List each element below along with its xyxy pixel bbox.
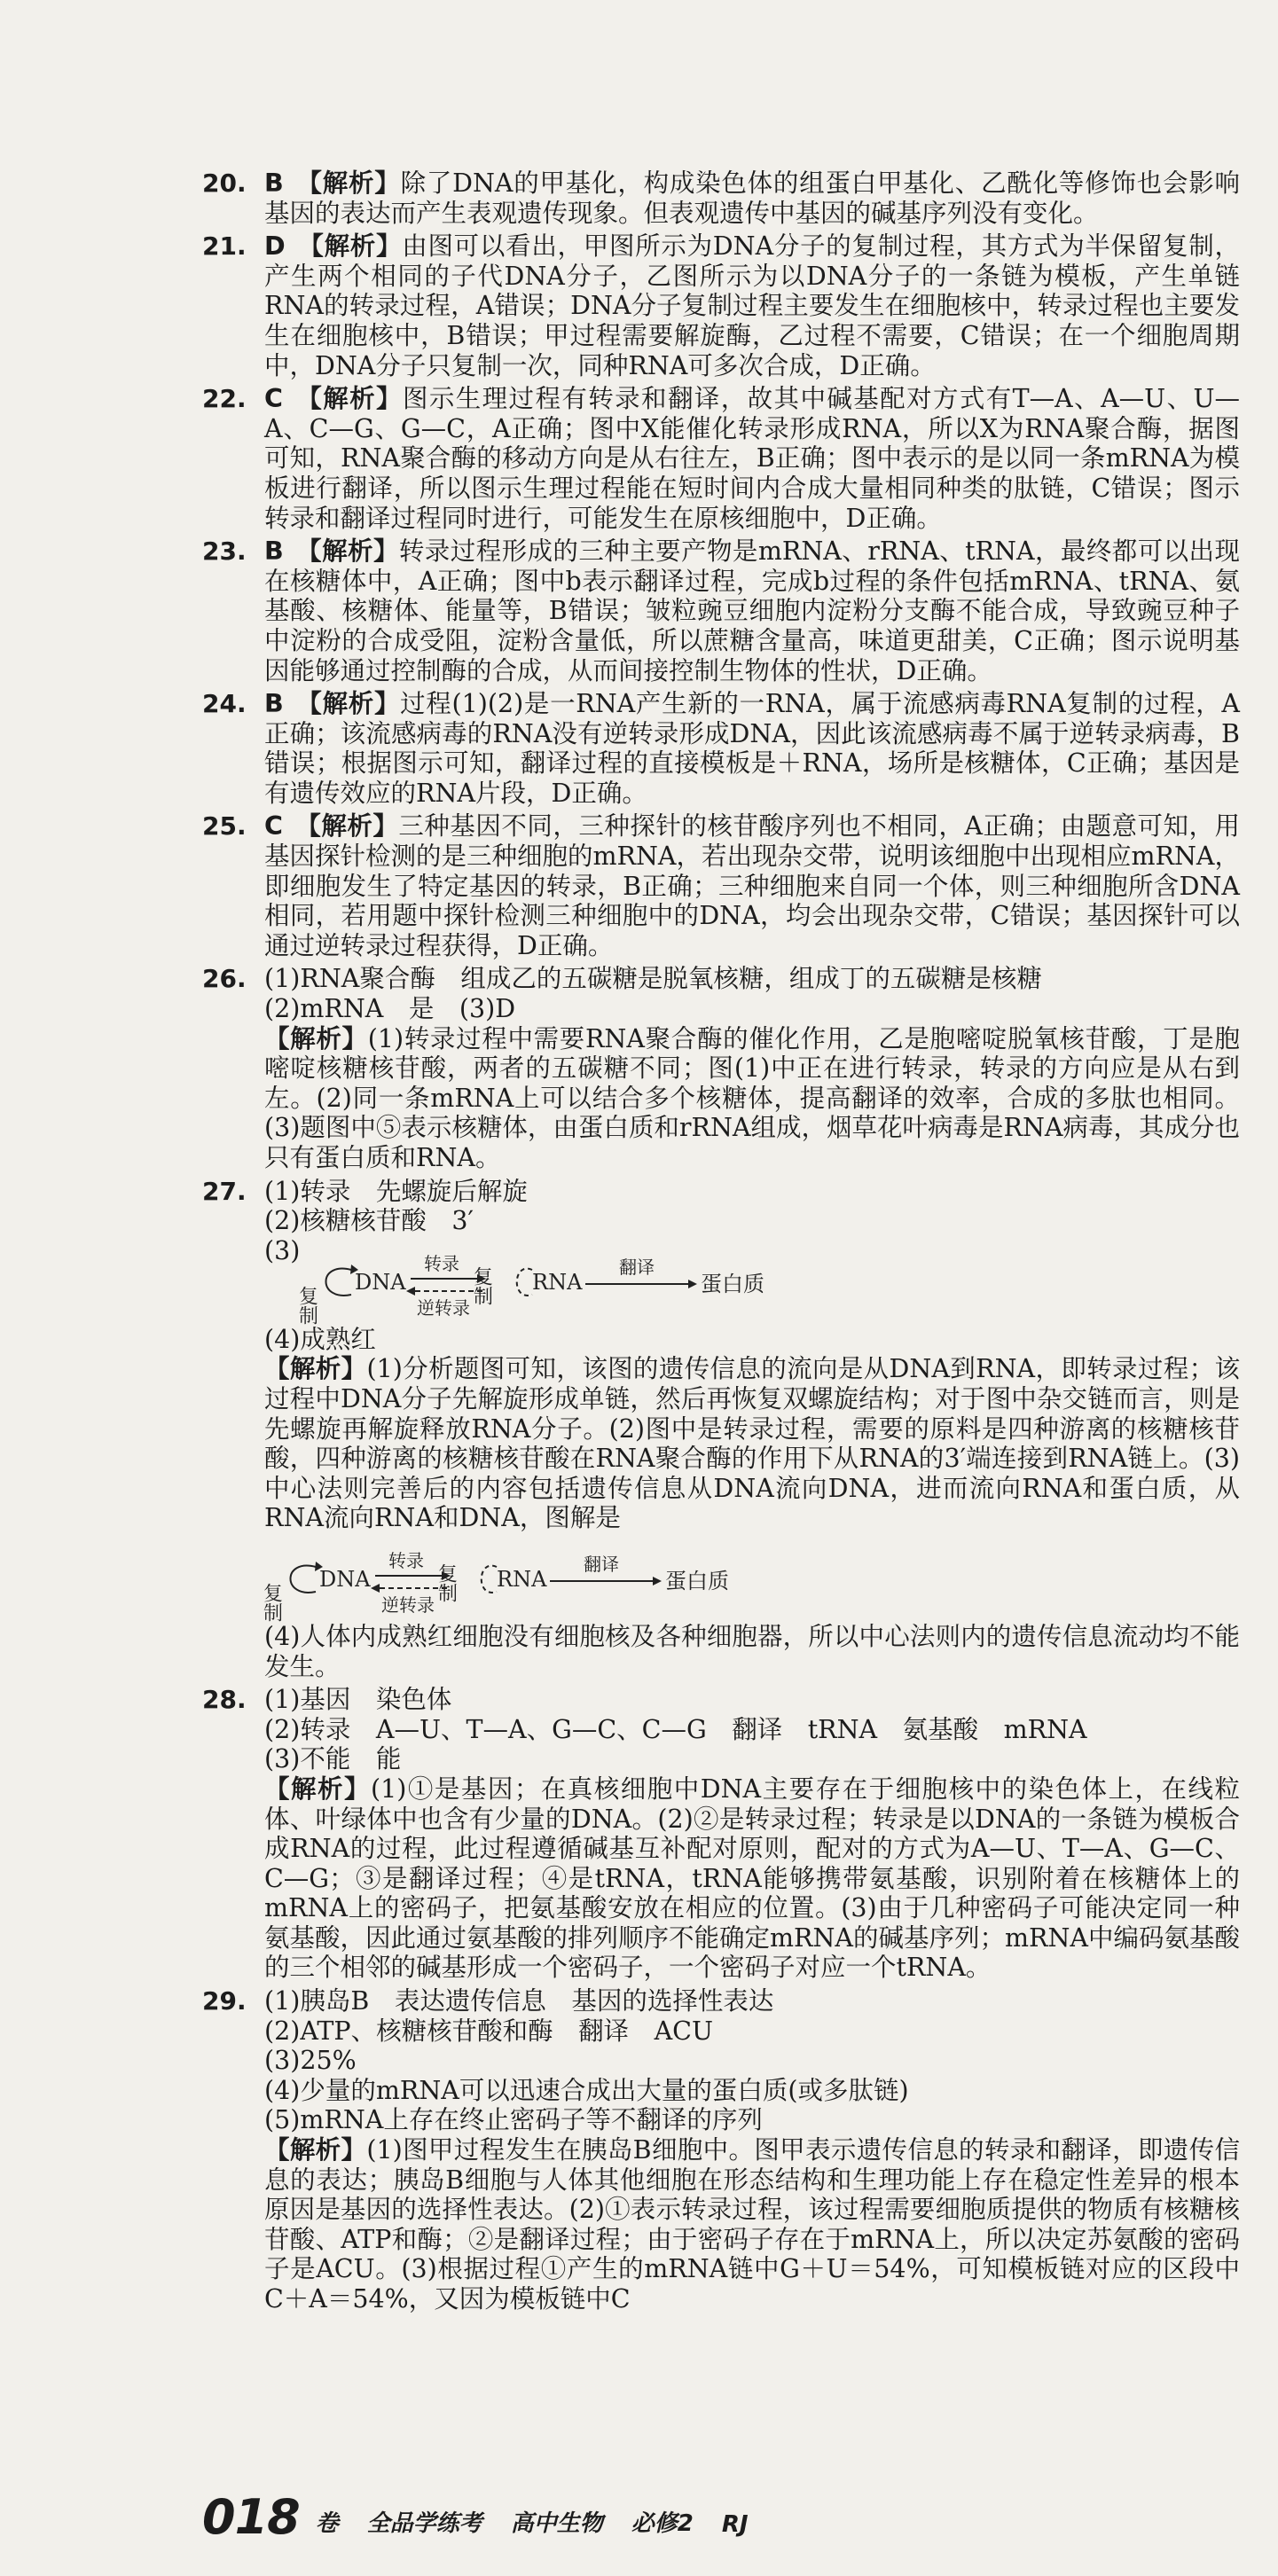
question-number: 26. (202, 964, 247, 994)
question-25 (202, 811, 1240, 960)
diagram-label-fanyi: 翻译 (619, 1256, 655, 1278)
analysis-tag: 【解析】 (264, 1023, 368, 1053)
diagram-node-rna: RNA (497, 1566, 547, 1592)
analysis-text: (1)图甲过程发生在胰岛B细胞中。图甲表示遗传信息的转录和翻译，即遗传信息的表达；胰岛B细胞与人体其他细胞在形态结构和生理功能上存在稳定性差异的根本原因是基因的选择性表达。(2)①表示转录过程，该过程需要细胞质提供的物质有核糖核苷酸、ATP和酶；②是翻译过程；由于密码子存在于mRNA上，所以决定苏氨酸的密码子是ACU。(3)根据过程①产生的mRNA链中G＋U＝54%，可知模板链对应的区段中C＋A＝54%，又因为模板链中C (264, 2135, 1240, 2314)
diagram-label-zhuanlu: 转录 (424, 1252, 460, 1274)
answer-content (202, 168, 1240, 2318)
answer-line: (2)mRNA 是 (3)D (264, 994, 516, 1024)
question-number: 22. (202, 384, 247, 414)
answer-line: (3)不能 能 (264, 1744, 402, 1774)
analysis-text: 转录过程形成的三种主要产物是mRNA、rRNA、tRNA，最终都可以出现在核糖体中，A正确；图中b表示翻译过程，完成b过程的条件包括mRNA、tRNA、氨基酸、核糖体、能量等，B错误；皱粒豌豆细胞内淀粉分支酶不能合成，导致豌豆种子中淀粉的合成受阻，淀粉含量低，所以蔗糖含量高，味道更甜美，C正确；图示说明基因能够通过控制酶的合成，从而间接控制生物体的性状，D正确。 (264, 536, 1240, 685)
question-number: 21. (202, 231, 247, 262)
diagram-label-fuzhi: 复制 (260, 1582, 283, 1622)
answer-line: (4)成熟红 (264, 1324, 376, 1354)
answer-line: (1)RNA聚合酶 组成乙的五碳糖是脱氧核糖，组成丁的五碳糖是核糖 (264, 964, 1042, 994)
diagram-label-zhuanlu: 转录 (388, 1549, 424, 1571)
diagram-label-fuzhi-2: 复制 (435, 1562, 458, 1602)
question-22 (202, 384, 1240, 533)
analysis-tail: (4)人体内成熟红细胞没有细胞核及各种细胞器，所以中心法则内的遗传信息流动均不能发生。 (264, 1621, 1240, 1681)
question-number: 28. (202, 1685, 247, 1715)
answer-line: (1)转录 先螺旋后解旋 (264, 1176, 528, 1206)
diagram-node-protein: 蛋白质 (665, 1568, 729, 1593)
answer-choice: B (264, 168, 284, 198)
page-footer (202, 2479, 749, 2545)
question-29 (202, 1986, 1240, 2314)
analysis-tag: 【解析】 (294, 384, 403, 414)
answer-line: (3)25% (264, 2046, 357, 2076)
analysis-tag: 【解析】 (295, 168, 401, 198)
answer-choice: C (264, 811, 283, 842)
question-number: 24. (202, 689, 247, 719)
analysis-text: (1)分析题图可知，该图的遗传信息的流向是从DNA到RNA，即转录过程；该过程中DNA分子先解旋形成单链，然后再恢复双螺旋结构；对于图中杂交链而言，则是先螺旋再解旋释放RNA分子。(2)图中是转录过程，需要的原料是四种游离的核糖核苷酸，四种游离的核糖核苷酸在RNA聚合酶的作用下从RNA的3′端连接到RNA链上。(3)中心法则完善后的内容包括遗传信息从DNA流向DNA，进而流向RNA和蛋白质，从RNA流向RNA和DNA，图解是 (264, 1354, 1240, 1533)
question-24 (202, 689, 1240, 808)
answer-line: (2)核糖核苷酸 3′ (264, 1206, 474, 1236)
question-number: 25. (202, 811, 247, 842)
answer-choice: B (264, 536, 284, 567)
page-number: 018 (202, 2489, 300, 2545)
analysis-text: (1)转录过程中需要RNA聚合酶的催化作用，乙是胞嘧啶脱氧核苷酸，丁是胞嘧啶核糖核苷酸，两者的五碳糖不同；图(1)中正在进行转录，转录的方向应是从右到左。(2)同一条mRNA上可以结合多个核糖体，提高翻译的效率，合成的多肽也相同。(3)题图中⑤表示核糖体，由蛋白质和rRNA组成，烟草花叶病毒是RNA病毒，其成分也只有蛋白质和RNA。 (264, 1023, 1240, 1172)
footer-book: 必修2 (631, 2510, 694, 2537)
answer-line: (2)ATP、核糖核苷酸和酶 翻译 ACU (264, 2016, 713, 2046)
question-26 (202, 964, 1240, 1172)
central-dogma-diagram-1 (295, 1240, 796, 1325)
answer-line: (3) (264, 1235, 301, 1265)
question-21 (202, 231, 1240, 380)
analysis-text: 除了DNA的甲基化，构成染色体的组蛋白甲基化、乙酰化等修饰也会影响基因的表达而产生表观遗传现象。但表观遗传中基因的碱基序列没有变化。 (264, 168, 1240, 228)
question-number: 23. (202, 536, 247, 567)
footer-brand: 全品学练考 (366, 2510, 482, 2537)
analysis-text: 三种基因不同，三种探针的核苷酸序列也不相同，A正确；由题意可知，用基因探针检测的是三种细胞的mRNA，若出现杂交带，说明该细胞中出现相应mRNA，即细胞发生了特定基因的转录，B正确；三种细胞来自同一个体，则三种细胞所含DNA相同，若用题中探针检测三种细胞中的DNA，均会出现杂交带，C错误；基因探针可以通过逆转录过程获得，D正确。 (264, 811, 1241, 960)
question-28 (202, 1685, 1240, 1983)
answer-line: (2)转录 A—U、T—A、G—C、C—G 翻译 tRNA 氨基酸 mRNA (264, 1714, 1087, 1744)
answer-choice: C (264, 384, 283, 414)
analysis-tag: 【解析】 (264, 1354, 367, 1384)
diagram-node-protein: 蛋白质 (701, 1271, 765, 1296)
analysis-text: 由图可以看出，甲图所示为DNA分子的复制过程，其方式为半保留复制，产生两个相同的子代DNA分子，乙图所示为以DNA分子的一条链为模板，产生单链RNA的转录过程，A错误；DNA分子复制过程主要发生在细胞核中，转录过程也主要发生在细胞核中，B错误；甲过程需要解旋酶，乙过程不需要，C错误；在一个细胞周期中，DNA分子只复制一次，同种RNA可多次合成，D正确。 (264, 231, 1240, 380)
diagram-label-nizhuanlu: 逆转录 (417, 1296, 471, 1319)
diagram-label-nizhuanlu: 逆转录 (381, 1593, 435, 1616)
analysis-tag: 【解析】 (294, 811, 399, 842)
answer-choice: D (264, 231, 286, 262)
question-number: 27. (202, 1176, 247, 1206)
analysis-tag: 【解析】 (264, 1773, 371, 1804)
question-20 (202, 168, 1240, 228)
answer-choice: B (264, 689, 284, 719)
question-27 (202, 1177, 1240, 1682)
analysis-tag: 【解析】 (295, 536, 399, 567)
diagram-node-rna: RNA (532, 1269, 583, 1295)
answer-line: (4)少量的mRNA可以迅速合成出大量的蛋白质(或多肽链) (264, 2075, 909, 2105)
diagram-label-fuzhi: 复制 (295, 1285, 318, 1325)
footer-subject: 高中生物 (510, 2510, 603, 2537)
question-number: 29. (202, 1986, 247, 2016)
diagram-label-fuzhi-2: 复制 (470, 1265, 493, 1305)
footer-volume: 卷 (315, 2510, 339, 2537)
question-number: 20. (202, 168, 247, 198)
diagram-node-dna: DNA (355, 1269, 406, 1295)
analysis-text: 图示生理过程有转录和翻译，故其中碱基配对方式有T—A、A—U、U—A、C—G、G—C，A正确；图中X能催化转录形成RNA，所以X为RNA聚合酶，据图可知，RNA聚合酶的移动方向是从右往左，B正确；图中表示的是以同一条mRNA为模板进行翻译，所以图示生理过程能在短时间内合成大量相同种类的肽链，C错误；图示转录和翻译过程同时进行，可能发生在原核细胞中，D正确。 (264, 384, 1240, 533)
analysis-tag: 【解析】 (297, 231, 403, 262)
central-dogma-diagram-2 (260, 1537, 761, 1622)
footer-edition: RJ (721, 2511, 749, 2538)
answer-line: (5)mRNA上存在终止密码子等不翻译的序列 (264, 2105, 763, 2135)
analysis-text: 过程(1)(2)是一RNA产生新的一RNA，属于流感病毒RNA复制的过程，A正确；该流感病毒的RNA没有逆转录形成DNA，因此该流感病毒不属于逆转录病毒，B错误；根据图示可知，翻译过程的直接模板是＋RNA，场所是核糖体，C正确；基因是有遗传效应的RNA片段，D正确。 (264, 689, 1240, 808)
question-23 (202, 536, 1240, 685)
analysis-tag: 【解析】 (295, 689, 401, 719)
diagram-node-dna: DNA (319, 1566, 371, 1592)
answer-line: (1)胰岛B 表达遗传信息 基因的选择性表达 (264, 1986, 774, 2016)
analysis-text: (1)①是基因；在真核细胞中DNA主要存在于细胞核中的染色体上，在线粒体、叶绿体中也含有少量的DNA。(2)②是转录过程；转录是以DNA的一条链为模板合成RNA的过程，此过程遵循碱基互补配对原则，配对的方式为A—U、T—A、G—C、C—G；③是翻译过程；④是tRNA，tRNA能够携带氨基酸，识别附着在核糖体上的mRNA上的密码子，把氨基酸安放在相应的位置。(3)由于几种密码子可能决定同一种氨基酸，因此通过氨基酸的排列顺序不能确定mRNA的碱基序列；mRNA中编码氨基酸的三个相邻的碱基形成一个密码子，一个密码子对应一个tRNA。 (264, 1773, 1241, 1983)
diagram-label-fanyi: 翻译 (584, 1553, 619, 1575)
analysis-tag: 【解析】 (264, 2135, 367, 2165)
answer-line: (1)基因 染色体 (264, 1685, 452, 1715)
